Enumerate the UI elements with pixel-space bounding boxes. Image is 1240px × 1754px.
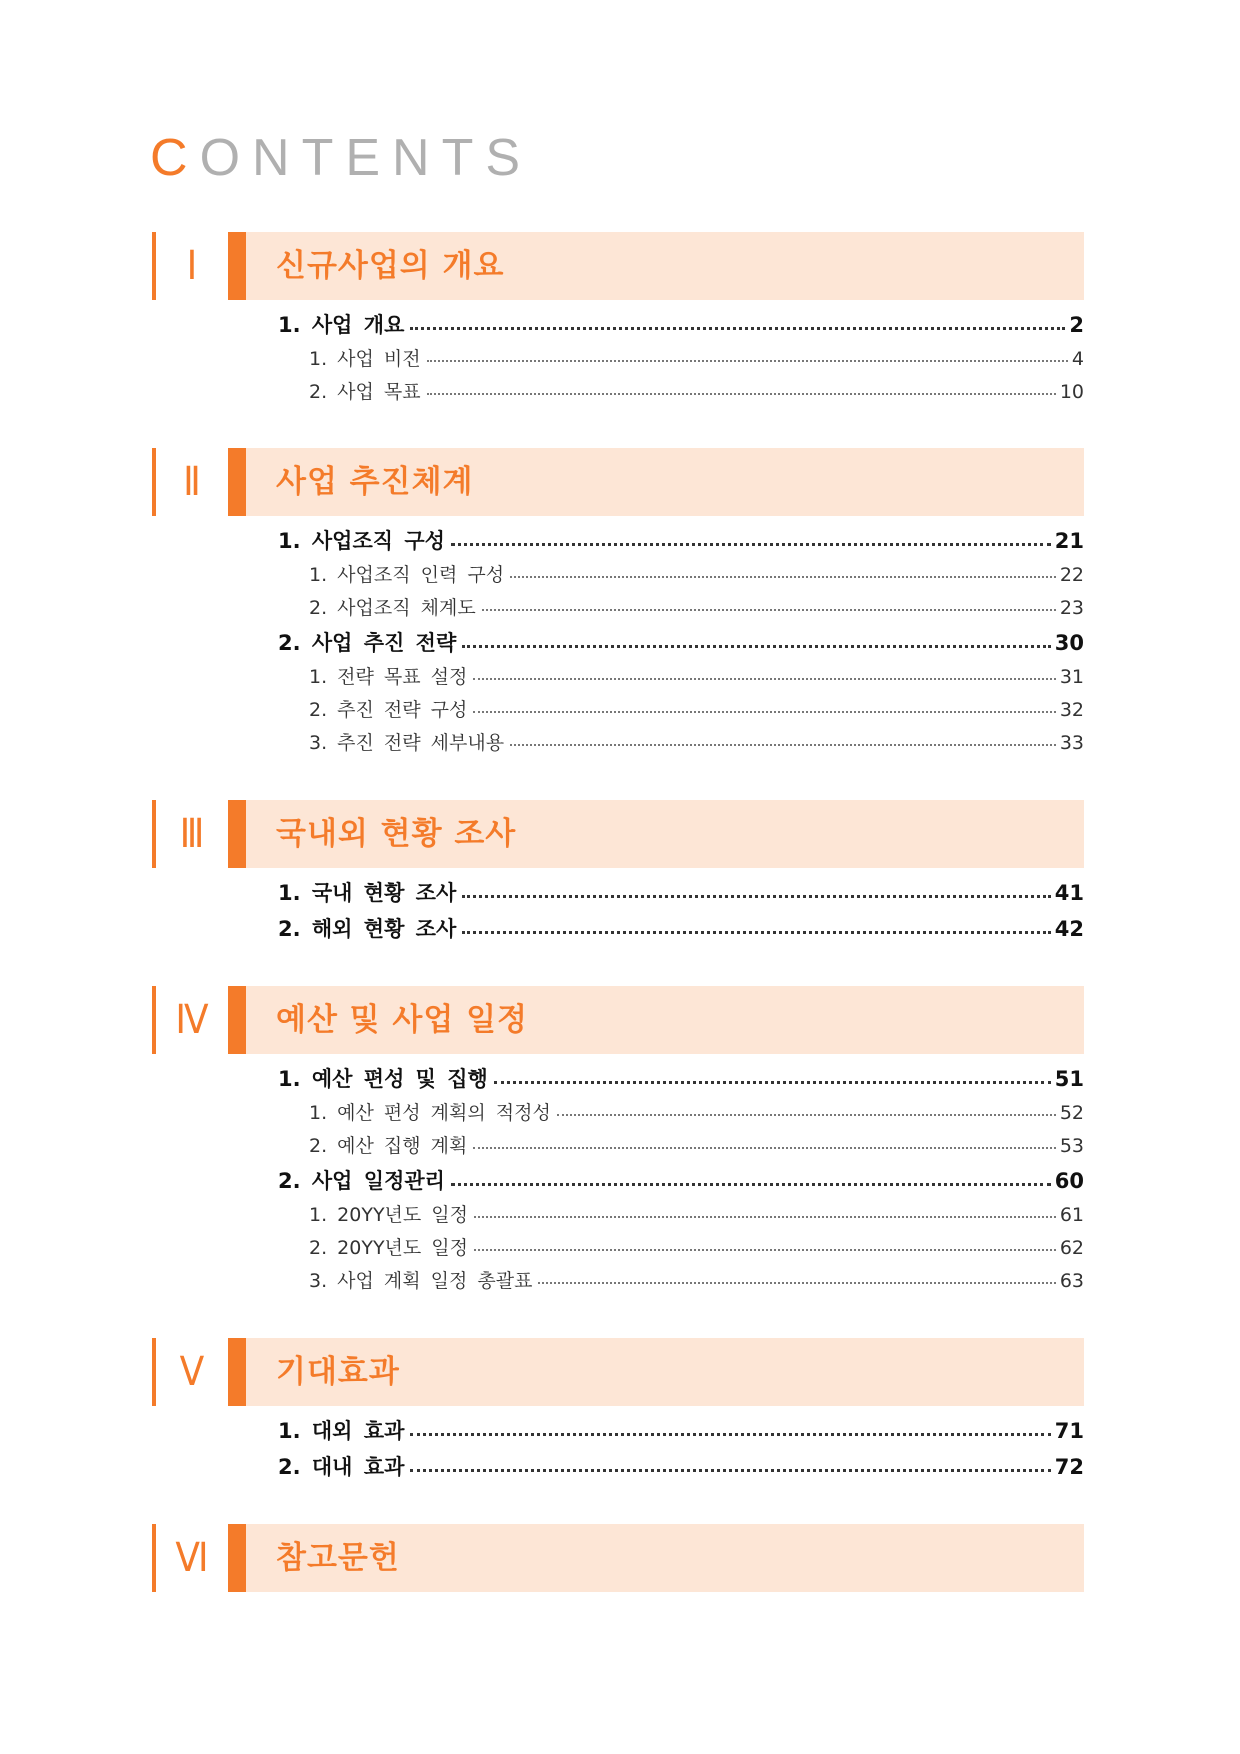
section-roman-numeral: Ⅱ xyxy=(183,460,201,504)
page-number: 32 xyxy=(1059,699,1084,721)
toc-entry[interactable] xyxy=(278,911,1084,947)
toc-subentry[interactable] xyxy=(278,1097,1084,1130)
dot-leader xyxy=(451,1182,1051,1186)
toc-section-6 xyxy=(152,1524,1084,1592)
entry-label: 1. 국내 현황 조사 xyxy=(278,881,457,905)
section-roman-numeral: Ⅲ xyxy=(179,812,205,856)
contents-title-rest: ONTENTS xyxy=(199,129,533,187)
toc-entry[interactable] xyxy=(278,1413,1084,1449)
entry-label: 1. 사업 비전 xyxy=(309,348,421,370)
dot-leader xyxy=(510,743,1056,746)
dot-leader xyxy=(410,1432,1050,1436)
toc-entry[interactable] xyxy=(278,625,1084,661)
dot-leader xyxy=(473,1146,1055,1149)
page-number: 31 xyxy=(1059,666,1084,688)
toc-subentry[interactable] xyxy=(278,694,1084,727)
dot-leader xyxy=(538,1281,1055,1284)
toc-entry-list xyxy=(278,875,1084,947)
page-number: 4 xyxy=(1071,348,1084,370)
accent-bar xyxy=(228,1524,246,1592)
toc-subentry[interactable] xyxy=(278,1130,1084,1163)
accent-bar xyxy=(152,986,156,1054)
accent-bar xyxy=(152,1338,156,1406)
page-number: 33 xyxy=(1059,732,1084,754)
section-heading[interactable]: 국내외 현황 조사 xyxy=(276,816,517,852)
accent-bar xyxy=(228,986,246,1054)
accent-bar xyxy=(228,232,246,300)
dot-leader xyxy=(427,359,1068,362)
toc-entry[interactable] xyxy=(278,1163,1084,1199)
entry-label: 1. 대외 효과 xyxy=(278,1419,405,1443)
section-heading-box xyxy=(246,448,1084,516)
dot-leader xyxy=(473,677,1055,680)
toc-subentry[interactable] xyxy=(278,1232,1084,1265)
section-heading-box xyxy=(246,1338,1084,1406)
toc-section-2 xyxy=(152,448,1084,760)
toc-subentry[interactable] xyxy=(278,559,1084,592)
dot-leader xyxy=(462,894,1051,898)
page-number: 71 xyxy=(1054,1419,1084,1443)
section-heading-box xyxy=(246,986,1084,1054)
page-number: 22 xyxy=(1059,564,1084,586)
entry-label: 2. 사업조직 체계도 xyxy=(309,597,476,619)
toc-entry-list xyxy=(278,1061,1084,1298)
toc-section-4 xyxy=(152,986,1084,1298)
entry-label: 2. 추진 전략 구성 xyxy=(309,699,468,721)
page-number: 30 xyxy=(1054,631,1084,655)
accent-bar xyxy=(152,448,156,516)
section-heading[interactable]: 신규사업의 개요 xyxy=(276,248,505,284)
page-number: 42 xyxy=(1054,917,1084,941)
toc-section-1 xyxy=(152,232,1084,409)
section-heading[interactable]: 사업 추진체계 xyxy=(276,464,474,500)
toc-entry-list xyxy=(278,307,1084,409)
section-heading-box xyxy=(246,232,1084,300)
dot-leader xyxy=(410,326,1065,330)
page-number: 41 xyxy=(1054,881,1084,905)
accent-bar xyxy=(228,448,246,516)
toc-section-3 xyxy=(152,800,1084,947)
toc-subentry[interactable] xyxy=(278,376,1084,409)
section-roman-numeral: Ⅴ xyxy=(179,1350,205,1394)
entry-label: 2. 사업 추진 전략 xyxy=(278,631,457,655)
entry-label: 2. 예산 집행 계획 xyxy=(309,1135,468,1157)
dot-leader xyxy=(494,1080,1051,1084)
toc-subentry[interactable] xyxy=(278,1265,1084,1298)
section-header xyxy=(152,800,1084,868)
accent-bar xyxy=(228,1338,246,1406)
entry-label: 1. 사업 개요 xyxy=(278,313,405,337)
entry-label: 2. 사업 일정관리 xyxy=(278,1169,445,1193)
section-heading-box xyxy=(246,800,1084,868)
entry-label: 1. 예산 편성 계획의 적정성 xyxy=(309,1102,551,1124)
toc-entry-list xyxy=(278,1413,1084,1485)
entry-label: 1. 예산 편성 및 집행 xyxy=(278,1067,488,1091)
dot-leader xyxy=(427,392,1056,395)
toc-subentry[interactable] xyxy=(278,592,1084,625)
entry-label: 1. 사업조직 구성 xyxy=(278,529,445,553)
toc-subentry[interactable] xyxy=(278,661,1084,694)
page-number: 21 xyxy=(1054,529,1084,553)
dot-leader xyxy=(462,644,1051,648)
toc-entry[interactable] xyxy=(278,307,1084,343)
entry-label: 3. 사업 계획 일정 총괄표 xyxy=(309,1270,533,1292)
accent-bar xyxy=(228,800,246,868)
page-number: 60 xyxy=(1054,1169,1084,1193)
section-heading-box xyxy=(246,1524,1084,1592)
section-roman-numeral: Ⅵ xyxy=(175,1536,209,1580)
accent-bar xyxy=(152,1524,156,1592)
page-number: 2 xyxy=(1069,313,1084,337)
accent-bar xyxy=(152,800,156,868)
contents-title xyxy=(150,128,532,188)
dot-leader xyxy=(474,1215,1056,1218)
toc-entry[interactable] xyxy=(278,875,1084,911)
dot-leader xyxy=(482,608,1056,611)
entry-label: 1. 전략 목표 설정 xyxy=(309,666,468,688)
dot-leader xyxy=(510,575,1056,578)
section-heading[interactable]: 기대효과 xyxy=(276,1354,400,1390)
entry-label: 1. 사업조직 인력 구성 xyxy=(309,564,505,586)
entry-label: 2. 사업 목표 xyxy=(309,381,421,403)
entry-label: 2. 20YY년도 일정 xyxy=(309,1237,469,1259)
toc-entry[interactable] xyxy=(278,523,1084,559)
page-number: 63 xyxy=(1059,1270,1084,1292)
section-header xyxy=(152,986,1084,1054)
dot-leader xyxy=(474,1248,1056,1251)
dot-leader xyxy=(451,542,1051,546)
dot-leader xyxy=(473,710,1055,713)
section-roman-numeral: Ⅳ xyxy=(175,998,209,1042)
page-number: 72 xyxy=(1054,1455,1084,1479)
page-number: 10 xyxy=(1059,381,1084,403)
page-number: 52 xyxy=(1059,1102,1084,1124)
page-number: 51 xyxy=(1054,1067,1084,1091)
page-number: 53 xyxy=(1059,1135,1084,1157)
toc-section-5 xyxy=(152,1338,1084,1485)
toc-subentry[interactable] xyxy=(278,727,1084,760)
entry-label: 3. 추진 전략 세부내용 xyxy=(309,732,505,754)
section-heading[interactable]: 예산 및 사업 일정 xyxy=(276,1002,528,1038)
toc-subentry[interactable] xyxy=(278,1199,1084,1232)
section-header xyxy=(152,1338,1084,1406)
entry-label: 1. 20YY년도 일정 xyxy=(309,1204,469,1226)
entry-label: 2. 해외 현황 조사 xyxy=(278,917,457,941)
entry-label: 2. 대내 효과 xyxy=(278,1455,405,1479)
toc-entry-list xyxy=(278,523,1084,760)
contents-title-initial: C xyxy=(150,129,200,187)
dot-leader xyxy=(557,1113,1056,1116)
page-number: 23 xyxy=(1059,597,1084,619)
page-number: 61 xyxy=(1059,1204,1084,1226)
page-number: 62 xyxy=(1059,1237,1084,1259)
dot-leader xyxy=(462,930,1051,934)
accent-bar xyxy=(152,232,156,300)
dot-leader xyxy=(410,1468,1050,1472)
toc-entry[interactable] xyxy=(278,1061,1084,1097)
section-heading[interactable]: 참고문헌 xyxy=(276,1540,400,1576)
section-roman-numeral: Ⅰ xyxy=(186,244,198,288)
section-header xyxy=(152,448,1084,516)
section-header xyxy=(152,232,1084,300)
toc-subentry[interactable] xyxy=(278,343,1084,376)
toc-entry[interactable] xyxy=(278,1449,1084,1485)
section-header xyxy=(152,1524,1084,1592)
